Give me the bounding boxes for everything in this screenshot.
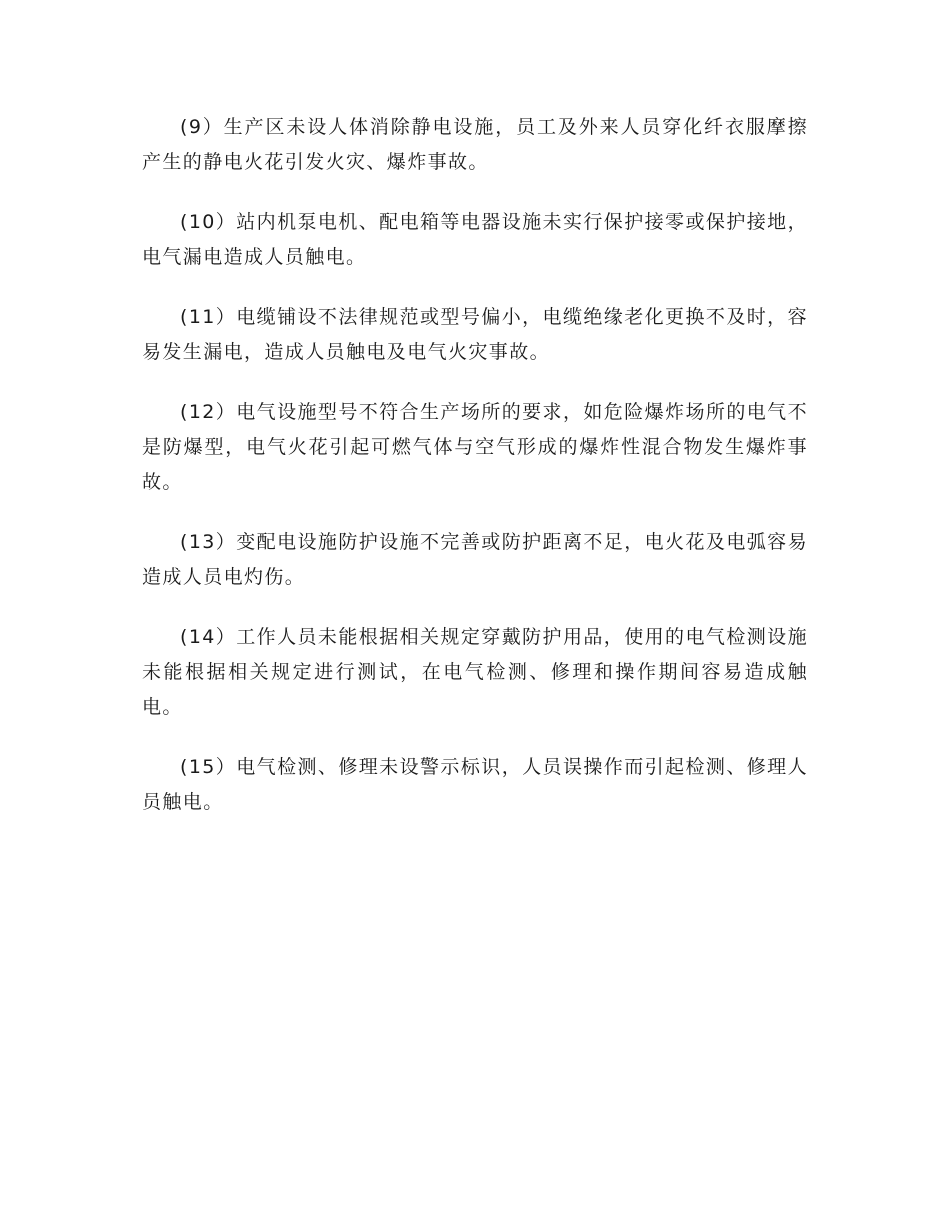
document-body [142,110,808,845]
paragraph-item-9: (9）生产区未设人体消除静电设施，员工及外来人员穿化纤衣服摩擦产生的静电火花引发火灾、爆炸事故。 [142,116,808,173]
paragraph-item-15: (15）电气检测、修理未设警示标识，人员误操作而引起检测、修理人员触电。 [142,756,808,813]
paragraph-item-14: (14）工作人员未能根据相关规定穿戴防护用品，使用的电气检测设施未能根据相关规定进行测试，在电气检测、修理和操作期间容易造成触电。 [142,626,808,718]
paragraph-item-10: (10）站内机泵电机、配电箱等电器设施未实行保护接零或保护接地，电气漏电造成人员触电。 [142,211,808,268]
paragraph-item-11: (11）电缆铺设不法律规范或型号偏小，电缆绝缘老化更换不及时，容易发生漏电，造成人员触电及电气火灾事故。 [142,306,808,363]
paragraph-item-12: (12）电气设施型号不符合生产场所的要求，如危险爆炸场所的电气不是防爆型，电气火花引起可燃气体与空气形成的爆炸性混合物发生爆炸事故。 [142,401,808,493]
paragraph-item-13: (13）变配电设施防护设施不完善或防护距离不足，电火花及电弧容易造成人员电灼伤。 [142,531,808,588]
